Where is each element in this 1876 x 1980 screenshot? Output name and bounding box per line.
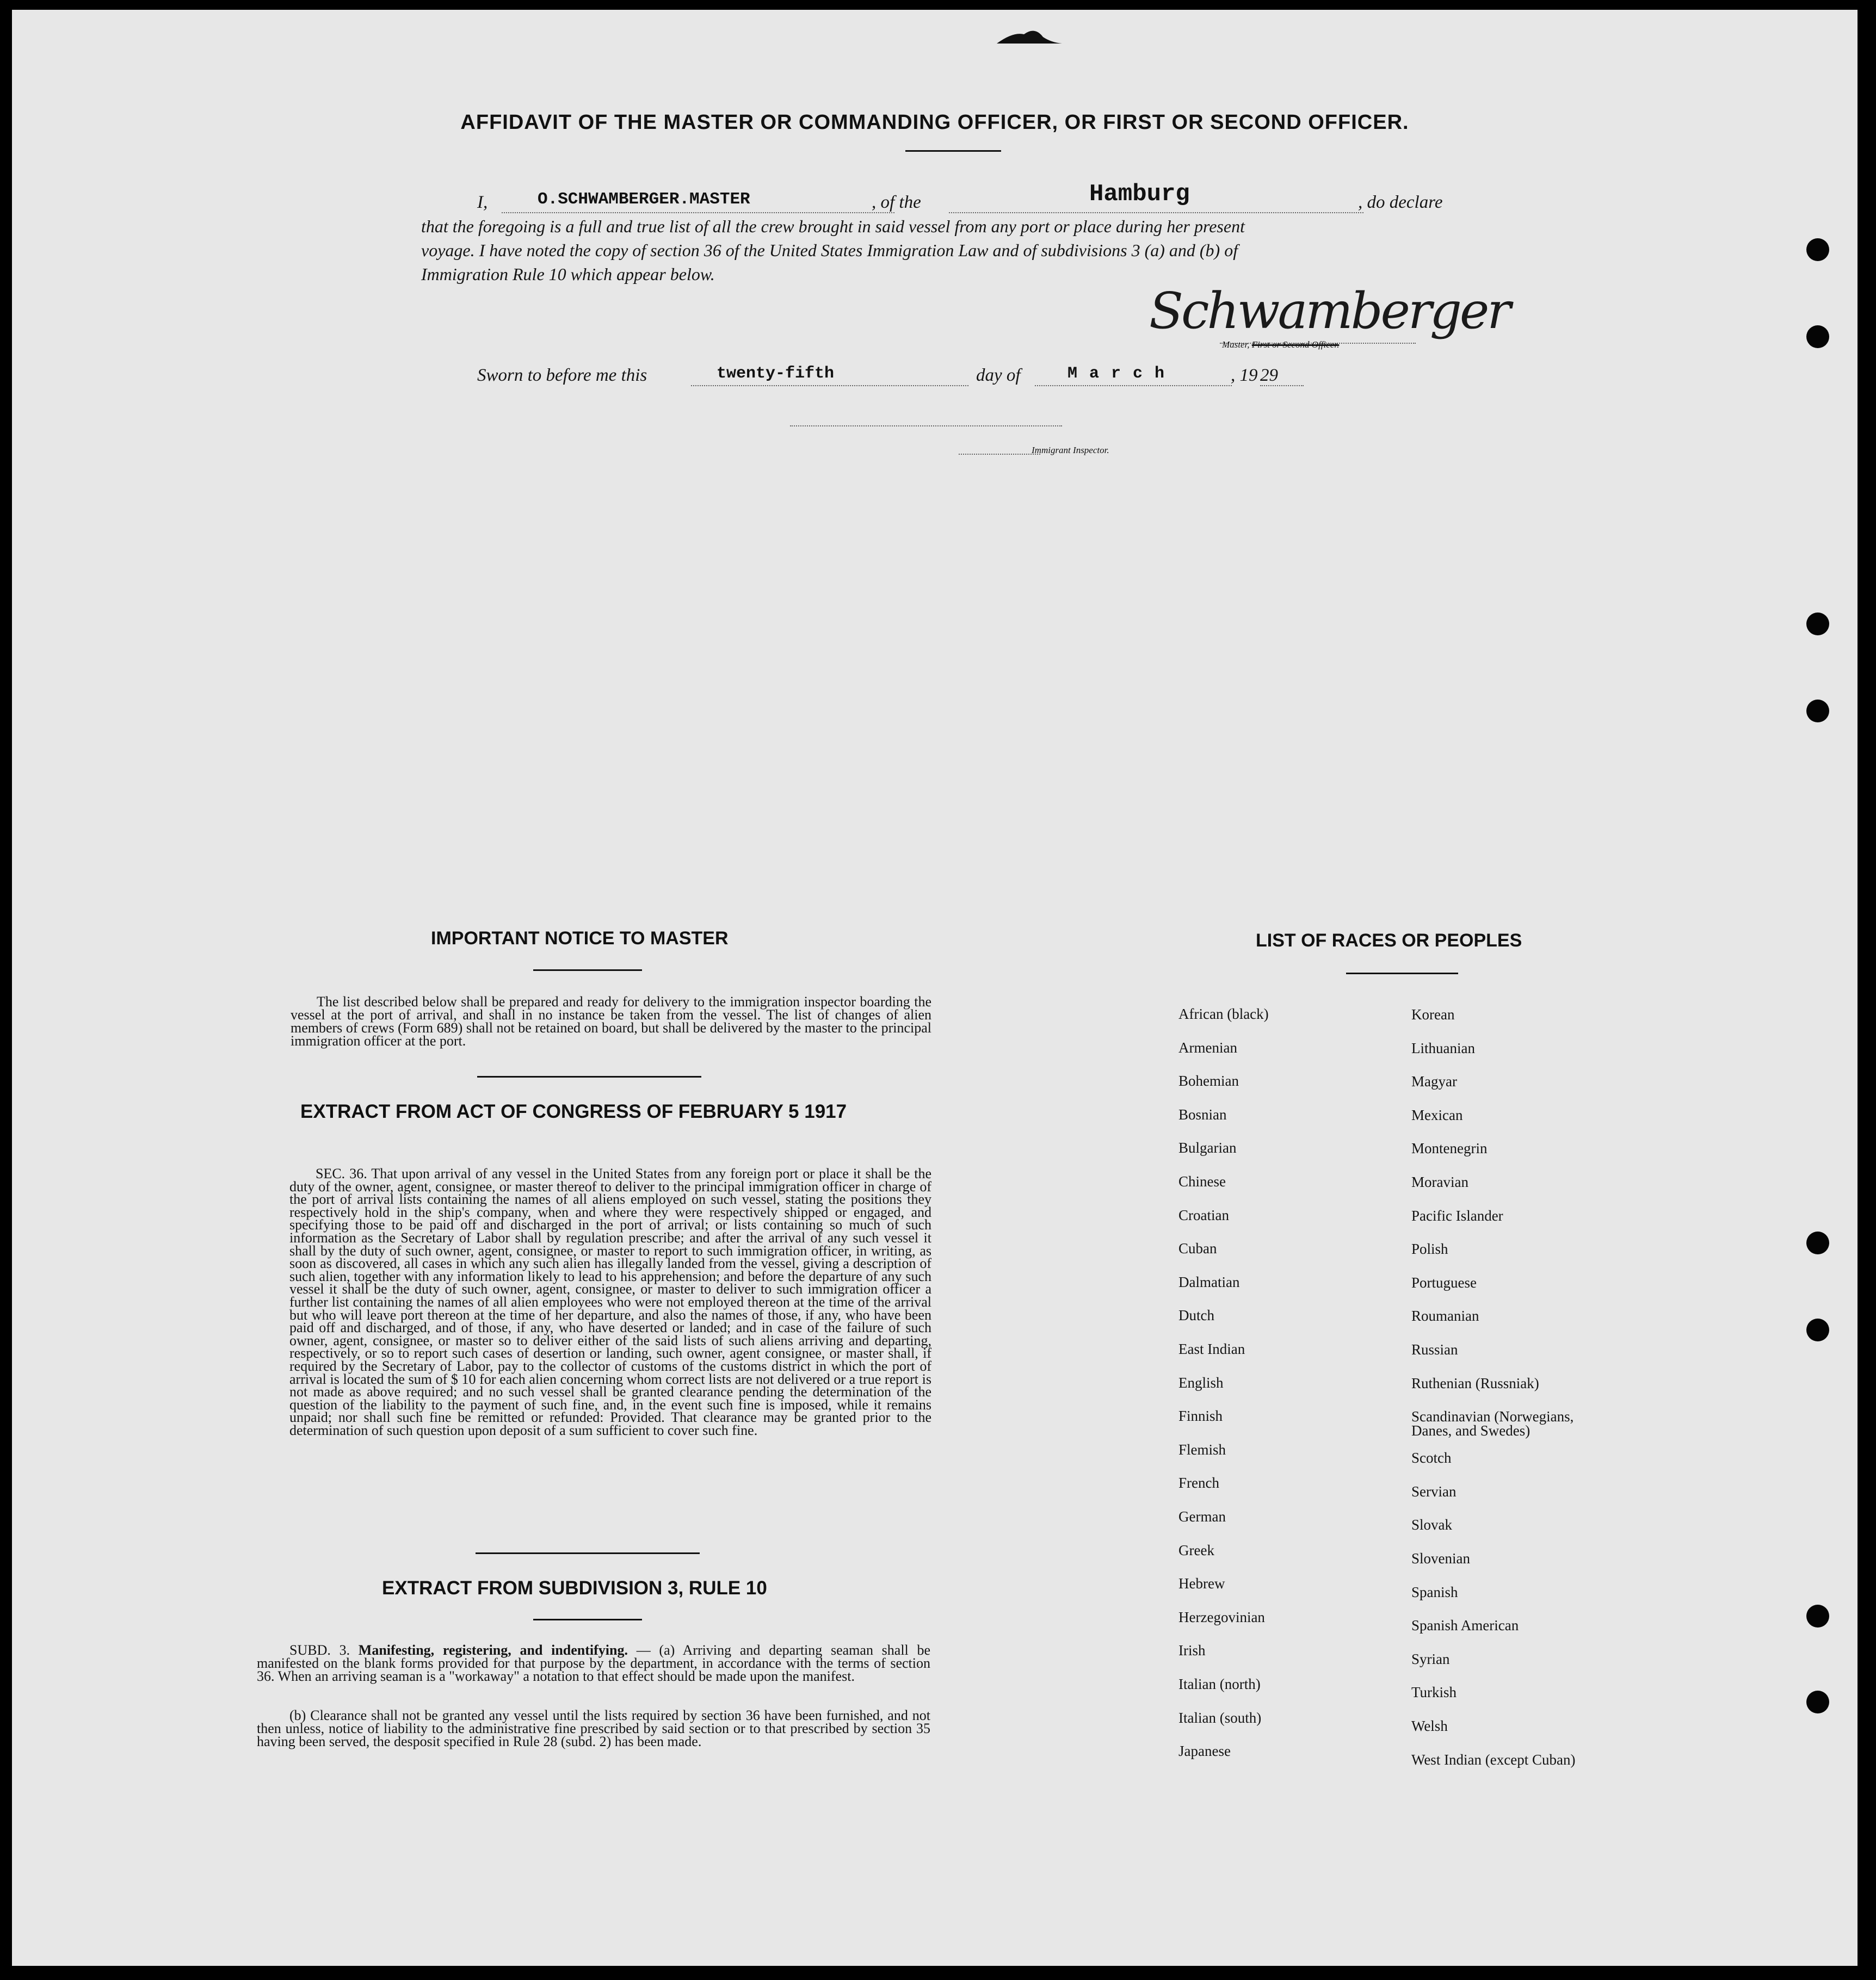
race-item: Flemish (1178, 1441, 1226, 1458)
race-item: East Indian (1178, 1341, 1245, 1357)
race-item: West Indian (except Cuban) (1411, 1751, 1576, 1768)
master-signature: Schwamberger (1149, 282, 1509, 340)
race-item: Slovak (1411, 1517, 1453, 1533)
rule-subdivision-b: (b) Clearance shall not be granted any vessel until the lists required by section 36 have been furnished, and not then unless, notice of liability to the administrative fine prescribed by said section or to that prescribed by section 35 having been served, the desposit specified in Rule 28 (subd. 2) has been made. (257, 1707, 930, 1749)
rule-a-heading: Manifesting, registering, and indentifying. (358, 1642, 628, 1658)
notice-underline (533, 969, 642, 971)
race-item: Hebrew (1178, 1575, 1225, 1592)
race-item: Slovenian (1411, 1550, 1470, 1567)
race-item: Dutch (1178, 1307, 1214, 1324)
race-item: Mexican (1411, 1106, 1463, 1123)
race-item: English (1178, 1374, 1224, 1391)
race-item: Bohemian (1178, 1073, 1239, 1090)
race-item: Turkish (1411, 1684, 1457, 1701)
document-page (12, 10, 1858, 1966)
race-item: Spanish American (1411, 1617, 1519, 1634)
sworn-month: March (1067, 364, 1177, 383)
year-suffix: 29 (1260, 366, 1278, 385)
punch-hole (1806, 1319, 1829, 1341)
race-item: Scandinavian (Norwegians, Danes, and Swedes) (1411, 1408, 1574, 1439)
declaration-line-3: voyage. I have noted the copy of section 36 of the United States Immigration Law and of subdivisions 3 (a) and (b) of (421, 240, 1238, 260)
rule-underline (533, 1619, 642, 1620)
race-item: Lithuanian (1411, 1040, 1475, 1056)
signature-caption (1222, 339, 1339, 350)
punch-hole (1806, 1232, 1829, 1254)
race-item: French (1178, 1475, 1219, 1492)
sworn-label: Sworn to before me this (477, 366, 647, 385)
rule-subdivision-a (257, 1644, 930, 1683)
race-item: African (black) (1178, 1006, 1269, 1022)
notice-separator (477, 1076, 701, 1078)
race-item: Moravian (1411, 1174, 1468, 1190)
race-item: Bosnian (1178, 1106, 1227, 1123)
race-item: Roumanian (1411, 1308, 1479, 1325)
race-item: Polish (1411, 1241, 1448, 1258)
inspector-name-line (959, 454, 1040, 455)
race-item: Herzegovinian (1178, 1608, 1265, 1625)
race-item: Scotch (1411, 1450, 1452, 1467)
act-separator (476, 1552, 700, 1554)
signature-caption-master: Master, (1222, 339, 1250, 350)
day-of-label: day of (976, 366, 1021, 385)
paper-tear-mark (991, 10, 1067, 48)
race-item: Servian (1411, 1483, 1457, 1500)
declarant-name: O.SCHWAMBERGER.MASTER (538, 190, 750, 209)
race-item: Spanish (1411, 1583, 1458, 1600)
punch-hole (1806, 1691, 1829, 1713)
race-item: Korean (1411, 1006, 1455, 1023)
race-item: Ruthenian (Russniak) (1411, 1375, 1539, 1391)
race-item: Magyar (1411, 1073, 1457, 1090)
races-underline (1346, 973, 1458, 974)
punch-hole (1806, 1605, 1829, 1628)
rule-title: EXTRACT FROM SUBDIVISION 3, RULE 10 (382, 1577, 767, 1599)
race-item: Cuban (1178, 1240, 1217, 1257)
race-item: Dalmatian (1178, 1273, 1240, 1290)
inspector-label: Immigrant Inspector. (1032, 445, 1109, 455)
race-item: Chinese (1178, 1173, 1226, 1190)
act-text: SEC. 36. That upon arrival of any vessel in the United States from any foreign port or place it shall be the duty of the owner, agent, consignee, or master thereof to deliver to the principal immigration officer in charge of the port of arrival lists containing the names of all aliens employed on such vessel, stating the positions they respectively hold in the ship's company, when and where they were respectively shipped or engaged, and specifying those to be paid off and discharged in the port of arrival; or lists containing so much of such information as the Secretary of Labor shall by regulation prescribe; and after the arrival of any such vessel it shall by the duty of such owner, agent, consignee, or master to report to such immigration officer, in writing, as soon as discovered, all cases in which any such alien has illegally landed from the vessel, giving a description of such alien, together with any information likely to lead to his apprehension; and before the departure of any such vessel it shall be the duty of such owner, agent, consignee, or master to deliver to such immigration officer a further list containing the names of all alien employees who were not employed thereon at the time of the arrival but who will leave port thereon at the time of her departure, and also the names of those, if any, who have been paid off and discharged, and of those, if any, who have deserted or landed; and in case of the failure of such owner, agent, consignee, or master so to deliver either of the said lists of such aliens arriving and departing, respectively, or so to report such cases of desertion or landing, such owner, agent consignee, or master shall, if required by the Secretary of Labor, pay to the collector of customs of the customs district in which the port of arrival is located the sum of $ 10 for each alien concerning whom correct lists are not delivered or a true report is not made as above required; and no such vessel shall be granted clearance pending the determination of the question of the liability to the payment of such fine, and, in the event such fine is imposed, while it remains unpaid; nor shall such fine be remitted or refunded: Provided. That clearance may be granted prior to the determination of such question upon deposit of a sum sufficient to cover such fine. (289, 1166, 931, 1438)
affidavit-title: AFFIDAVIT OF THE MASTER OR COMMANDING OFFICER, OR FIRST OR SECOND OFFICER. (460, 111, 1409, 134)
i-label: I, (477, 193, 488, 212)
race-item: German (1178, 1508, 1226, 1525)
port-name: Hamburg (1089, 181, 1190, 208)
signature-caption-struck: First or Second Officer. (1251, 339, 1340, 350)
race-item: Montenegrin (1411, 1140, 1488, 1157)
rule-a-text: — (a) Arriving and departing seaman shall be manifested on the blank forms provided for that purpose by the department, in accordance with the terms of section 36. When an arriving seaman is a "workaway" a notation to that effect should be made upon the manifest. (257, 1642, 931, 1684)
punch-hole (1806, 238, 1829, 261)
notice-title: IMPORTANT NOTICE TO MASTER (431, 928, 729, 949)
race-item: Russian (1411, 1341, 1458, 1358)
race-item: Finnish (1178, 1408, 1223, 1425)
year-line (1260, 385, 1304, 386)
declaration-line-2: that the foregoing is a full and true list of all the crew brought in said vessel from any port or place during her present (421, 216, 1245, 236)
act-title: EXTRACT FROM ACT OF CONGRESS OF FEBRUARY 5 1917 (300, 1101, 847, 1122)
inspector-signature-line (790, 425, 1062, 426)
race-item: Italian (north) (1178, 1676, 1261, 1692)
race-item: Pacific Islander (1411, 1207, 1503, 1224)
race-item: Syrian (1411, 1650, 1450, 1667)
race-item: Armenian (1178, 1039, 1237, 1056)
declaration-line-4: Immigration Rule 10 which appear below. (421, 264, 715, 284)
notice-text: The list described below shall be prepared and ready for delivery to the immigration inspector boarding the vessel at the port of arrival, and shall in no instance be taken from the vessel. The list of changes of alien members of crews (Form 689) shall not be retained on board, but shall be delivered by the master to the principal immigration officer at the port. (291, 994, 931, 1049)
year-prefix: , 19 (1231, 366, 1258, 385)
races-title: LIST OF RACES OR PEOPLES (1256, 930, 1522, 951)
punch-hole (1806, 700, 1829, 722)
sworn-day-line (691, 385, 968, 386)
race-item: Greek (1178, 1542, 1214, 1558)
race-item: Croatian (1178, 1206, 1229, 1223)
port-line (949, 212, 1363, 213)
rule-a-prefix: SUBD. 3. (289, 1642, 350, 1658)
punch-hole (1806, 612, 1829, 635)
race-item: Bulgarian (1178, 1140, 1237, 1156)
sworn-month-line (1035, 385, 1232, 386)
title-underline (905, 150, 1001, 152)
do-declare-label: , do declare (1358, 193, 1443, 212)
sworn-day: twenty-fifth (717, 364, 835, 383)
race-item: Italian (south) (1178, 1709, 1262, 1726)
punch-hole (1806, 325, 1829, 348)
declarant-line (502, 212, 894, 213)
of-the-label: , of the (872, 193, 921, 212)
race-item: Japanese (1178, 1743, 1231, 1760)
race-item: Irish (1178, 1642, 1206, 1659)
race-item: Portuguese (1411, 1274, 1477, 1291)
race-item: Welsh (1411, 1718, 1448, 1734)
